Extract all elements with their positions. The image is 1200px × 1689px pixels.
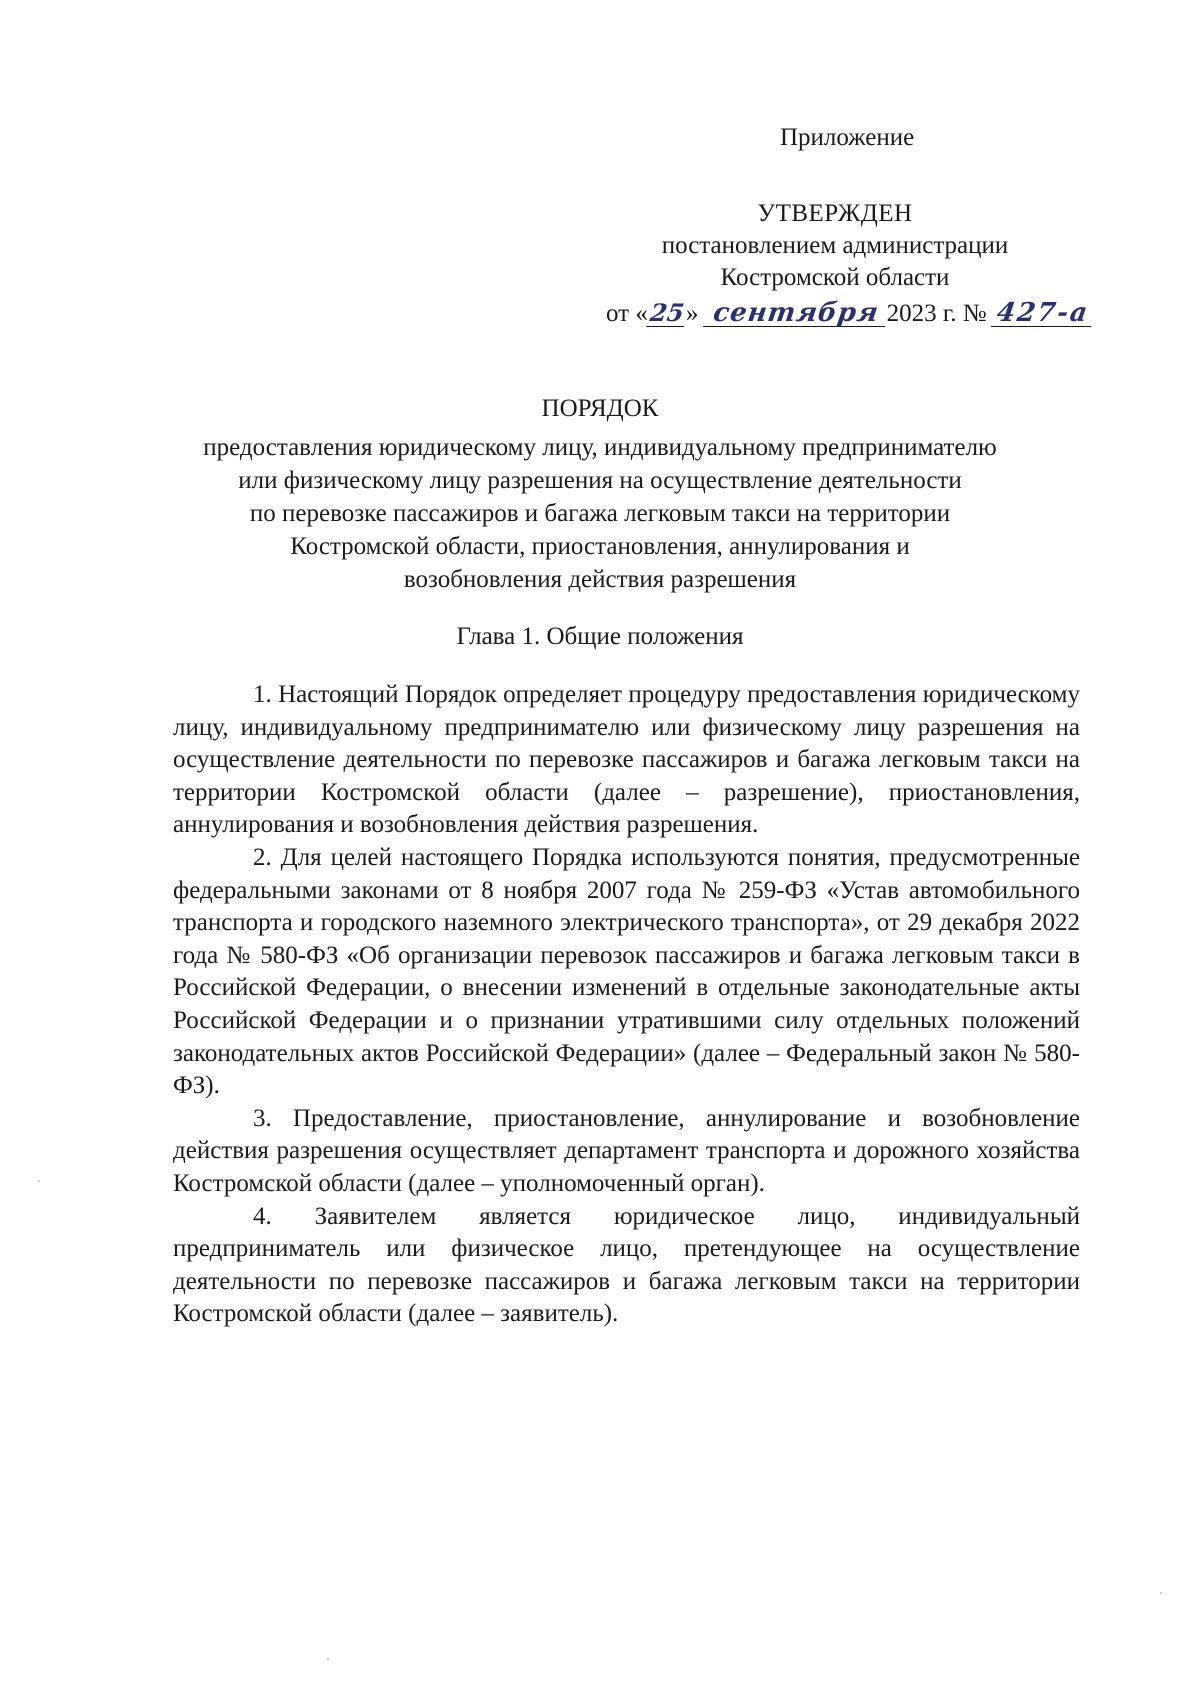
chapter-heading: Глава 1. Общие положения (456, 623, 744, 650)
handwritten-day: 25 (646, 300, 688, 327)
approved-label: УТВЕРЖДЕН (757, 200, 913, 227)
date-year-text: 2023 г. № (886, 300, 987, 327)
document-title-block (150, 392, 1050, 596)
scan-speck (327, 1658, 329, 1660)
document-subtitle-line: по перевозке пассажиров и багажа легковым такси на территории (249, 500, 951, 527)
handwritten-doc-number: 427-а (991, 300, 1095, 327)
approval-date-line (606, 298, 1093, 330)
approved-by-line-2: Костромской области (720, 264, 950, 291)
document-body (173, 679, 1080, 1331)
document-subtitle-line: возобновления действия разрешения (403, 566, 797, 593)
paragraph-2: 2. Для целей настоящего Порядка используются понятия, предусмотренные федеральными законами от 8 ноября 2007 года № 259-ФЗ «Устав автомобильного транспорта и городского наземного электрического транспорта», от 29 декабря 2022 года № 580-ФЗ «Об организации перевозок пассажиров и багажа легковым такси в Российской Федерации, о внесении изменений в отдельные законодательные акты Российской Федерации и о признании утратившими силу отдельных положений законодательных актов Российской Федерации» (далее – Федеральный закон № 580-ФЗ). (173, 843, 1080, 1100)
paragraph-3: 3. Предоставление, приостановление, аннулирование и возобновление действия разрешения осуществляет департамент транспорта и дорожного хозяйства Костромской области (далее – уполномоченный орган). (173, 1104, 1080, 1197)
handwritten-month: сентября (703, 300, 889, 327)
date-quote-close: » (685, 300, 699, 327)
appendix-label: Приложение (780, 124, 915, 151)
approved-by-line-1: постановлением администрации (661, 232, 1009, 259)
document-subtitle-line: Костромской области, приостановления, аннулирования и (290, 533, 910, 560)
document-subtitle-line: или физическому лицу разрешения на осуществление деятельности (238, 467, 962, 494)
scan-speck (1160, 1592, 1162, 1594)
paragraph-1: 1. Настоящий Порядок определяет процедуру предоставления юридическому лицу, индивидуальному предпринимателю или физическому лицу разрешения на осуществление деятельности по перевозке пассажиров и багажа легковым такси на территории Костромской области (далее – разрешение), приостановления, аннулирования и возобновления действия разрешения. (173, 681, 1080, 839)
approval-block (600, 198, 1070, 294)
paragraph-4: 4. Заявителем является юридическое лицо, индивидуальный предприниматель или физическое лицо, претендующее на осуществление деятельности по перевозке пассажиров и багажа легковым такси на территории Костромской области (далее – заявитель). (173, 1202, 1080, 1328)
date-prefix: от « (606, 300, 648, 327)
document-subtitle-line: предоставления юридическому лицу, индивидуальному предпринимателю (203, 434, 997, 461)
document-title: ПОРЯДОК (541, 395, 659, 422)
scan-speck (38, 1180, 40, 1182)
